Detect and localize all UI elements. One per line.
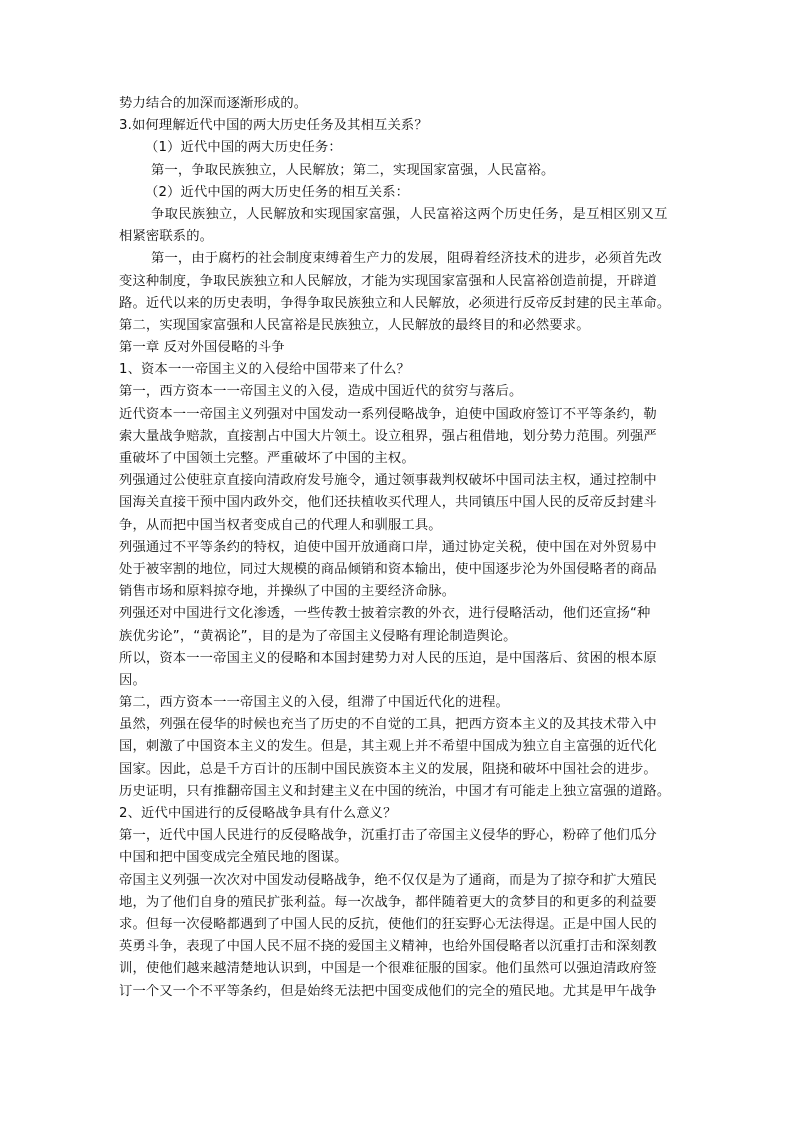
text-line: 帝国主义列强一次次对中国发动侵略战争，绝不仅仅是为了通商，而是为了掠夺和扩大殖民: [119, 872, 657, 888]
sub-heading: （2）近代中国的两大历史任务的相互关系：: [145, 184, 410, 200]
text-line: 变这种制度，争取民族独立和人民解放，才能为实现国家富强和人民富裕创造前提，开辟道: [119, 273, 657, 289]
text-line: 求。但每一次侵略都遇到了中国人民的反抗，使他们的狂妄野心无法得逞。正是中国人民的: [119, 916, 657, 932]
text-line: 争取民族独立，人民解放和实现国家富强，人民富裕这两个历史任务，是互相区别又互: [151, 206, 668, 222]
text-line: 虽然，列强在侵华的时候也充当了历史的不自觉的工具，把西方资本主义的及其技术带入中: [119, 717, 657, 733]
document-page: [119, 93, 679, 1003]
text-line: 第一，争取民族独立，人民解放；第二，实现国家富强，人民富裕。: [151, 162, 555, 178]
text-line: 第二，实现国家富强和人民富裕是民族独立，人民解放的最终目的和必然要求。: [119, 317, 590, 333]
text-line: 第二，西方资本一一帝国主义的入侵，组滞了中国近代化的进程。: [119, 695, 509, 711]
text-line: 国，刺激了中国资本主义的发生。但是，其主观上并不希望中国成为独立自主富强的近代化: [119, 739, 657, 755]
text-line: 近代资本一一帝国主义列强对中国发动一系列侵略战争，迫使中国政府签订不平等条约，勒: [119, 406, 657, 422]
text-line: 地，为了他们自身的殖民扩张利益。每一次战争，都伴随着更大的贪梦目的和更多的利益要: [119, 894, 657, 910]
text-line: 路。近代以来的历史表明，争得争取民族独立和人民解放，必须进行反帝反封建的民主革命。: [119, 295, 671, 311]
text-line: 争，从而把中国当权者变成自己的代理人和驯服工具。: [119, 517, 442, 533]
text-line: 重破坏了中国领土完整。严重破坏了中国的主权。: [119, 451, 415, 466]
text-line: 列强还对中国进行文化渗透，一些传教士披着宗教的外衣，进行侵略活动，他们还宣扬“种: [119, 606, 651, 622]
question-heading: 1、资本一一帝国主义的入侵给中国带来了什么？: [119, 362, 410, 378]
text-line: 销售市场和原料掠夺地，并操纵了中国的主要经济命脉。: [119, 584, 456, 600]
text-line: 势力结合的加深而逐渐形成的。: [119, 96, 308, 111]
text-line: 订一个又一个不平等条约，但是始终无法把中国变成他们的完全的殖民地。尤其是甲午战争: [119, 983, 657, 999]
text-line: 列强通过不平等条约的特权，迫使中国开放通商口岸，通过协定关税，使中国在对外贸易中: [119, 539, 657, 555]
question-heading: 3.如何理解近代中国的两大历史任务及其相互关系？: [119, 118, 428, 134]
text-line: 第一，由于腐朽的社会制度束缚着生产力的发展，阻碍着经济技术的进步，必须首先改: [151, 251, 662, 267]
question-heading: 2、近代中国进行的反侵略战争具有什么意义？: [119, 806, 397, 821]
text-line: 相紧密联系的。: [119, 229, 214, 245]
text-line: 历史证明，只有推翻帝国主义和封建主义在中国的统治，中国才有可能走上独立富强的道路。: [119, 783, 671, 799]
chapter-heading: 第一章 反对外国侵略的斗争: [119, 340, 285, 356]
text-line: 第一，近代中国人民进行的反侵略战争，沉重打击了帝国主义侵华的野心，粉碎了他们瓜分: [119, 828, 657, 844]
sub-heading: （1）近代中国的两大历史任务：: [145, 140, 342, 156]
text-line: 英勇斗争，表现了中国人民不屈不挠的爱国主义精神，也给外国侵略者以沉重打击和深刻教: [119, 939, 657, 955]
text-line: 所以，资本一一帝国主义的侵略和本国封建势力对人民的压迫，是中国落后、贫困的根本原: [119, 650, 657, 666]
text-line: 族优劣论”，“黄祸论”，目的是为了帝国主义侵略有理论制造舆论。: [119, 628, 517, 644]
text-line: 国海关直接干预中国内政外交，他们还扶植收买代理人，共同镇压中国人民的反帝反封建斗: [119, 495, 657, 511]
text-line: 国家。因此，总是千方百计的压制中国民族资本主义的发展，阻挠和破坏中国社会的进步。: [119, 761, 657, 777]
text-line: 第一，西方资本一一帝国主义的入侵，造成中国近代的贫穷与落后。: [119, 384, 523, 400]
text-line: 索大量战争赔款，直接割占中国大片领土。设立租界，强占租借地，划分势力范围。列强严: [119, 428, 657, 444]
text-line: 处于被宰割的地位，同过大规模的商品倾销和资本输出，使中国逐步沦为外国侵略者的商品: [119, 561, 657, 577]
text-line: 训，使他们越来越清楚地认识到，中国是一个很难征服的国家。他们虽然可以强迫清政府签: [119, 961, 657, 977]
text-line: 中国和把中国变成完全殖民地的图谋。: [119, 850, 348, 866]
text-line: 因。: [119, 672, 146, 688]
text-line: 列强通过公使驻京直接向清政府发号施令，通过领事裁判权破坏中国司法主权，通过控制中: [119, 473, 657, 489]
